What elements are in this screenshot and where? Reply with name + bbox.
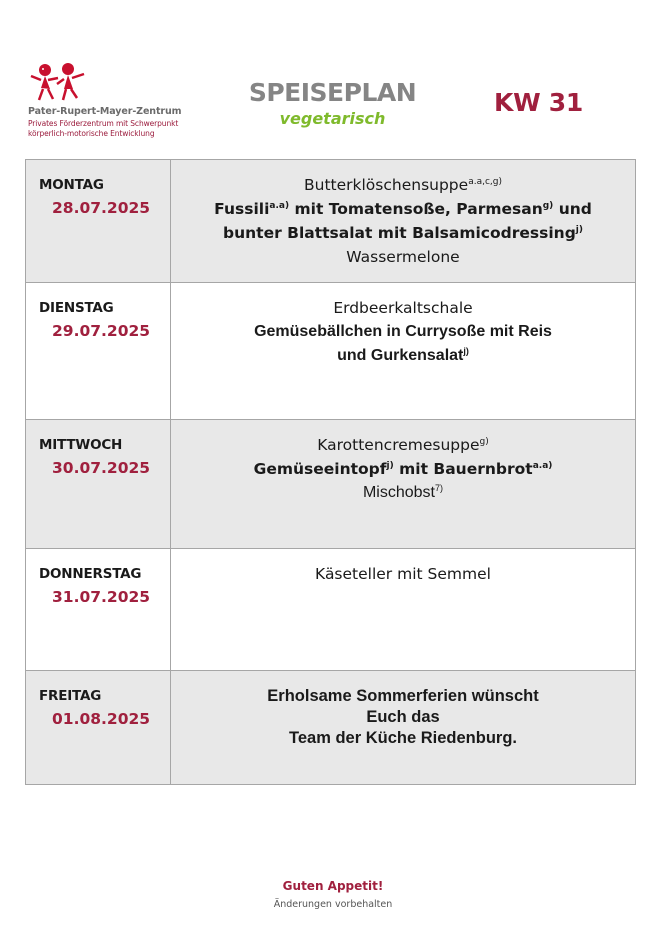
soup-line: Erdbeerkaltschale: [333, 299, 473, 317]
logo-subtitle-line2: körperlich-motorische Entwicklung: [28, 129, 155, 138]
menu-cell: [171, 549, 635, 670]
day-row-tuesday: [26, 283, 635, 420]
allergen-note: j): [463, 346, 469, 356]
menu-cell: [171, 671, 635, 784]
day-cell: [26, 549, 171, 670]
main-text: mit Bauernbrot: [393, 460, 533, 478]
allergen-note: a.a,c,g): [468, 177, 502, 187]
greeting-line: Team der Küche Riedenburg.: [289, 729, 517, 747]
main-text: Gemüseeintopf: [253, 460, 387, 478]
soup-text: Butterklöschensuppe: [304, 176, 469, 194]
day-date: 01.08.2025: [52, 710, 151, 728]
day-name: DIENSTAG: [39, 300, 114, 316]
day-row-friday: [26, 671, 635, 784]
main-text: bunter Blattsalat mit Balsamicodressing: [223, 224, 576, 242]
day-cell: [26, 671, 171, 784]
dessert-line: [171, 481, 635, 505]
greeting-line: Erholsame Sommerferien wünscht: [267, 687, 539, 705]
day-date: 29.07.2025: [52, 322, 151, 340]
footer-note: Änderungen vorbehalten: [273, 899, 393, 910]
day-date: 31.07.2025: [52, 588, 151, 606]
menu-cell: [171, 160, 635, 282]
main-text: mit Tomatensoße, Parmesan: [289, 200, 543, 218]
main-text: und: [553, 200, 592, 218]
school-logo: [28, 62, 198, 139]
allergen-note: 7): [435, 483, 444, 493]
day-name: MONTAG: [39, 177, 104, 193]
day-date: 28.07.2025: [52, 199, 151, 217]
logo-subtitle-line1: Privates Förderzentrum mit Schwerpunkt: [28, 119, 179, 128]
allergen-note: g): [542, 201, 554, 211]
logo-name: Pater-Rupert-Mayer-Zentrum: [28, 106, 182, 117]
greeting-line: Euch das: [366, 708, 440, 726]
day-cell: [26, 283, 171, 419]
dessert-line: Wassermelone: [346, 248, 460, 266]
title-block: [240, 78, 425, 128]
day-name: MITTWOCH: [39, 437, 123, 453]
allergen-note: g): [479, 437, 489, 447]
soup-line: [171, 433, 635, 457]
soup-line: [171, 173, 635, 197]
page-subtitle: vegetarisch: [279, 109, 386, 128]
day-row-thursday: [26, 549, 635, 671]
allergen-note: j): [386, 461, 394, 471]
main-text: Fussili: [214, 200, 270, 218]
main-dish-line: [171, 197, 635, 221]
main-dish-line: Gemüsebällchen in Currysoße mit Reis: [254, 323, 552, 340]
menu-table: [25, 159, 636, 785]
day-cell: [26, 420, 171, 548]
menu-cell: [171, 420, 635, 548]
main-dish-line: [171, 457, 635, 481]
main-text: und Gurkensalat: [337, 347, 464, 364]
allergen-note: j): [575, 225, 583, 235]
allergen-note: a.a): [269, 201, 290, 211]
day-date: 30.07.2025: [52, 459, 151, 477]
main-dish-line: Käseteller mit Semmel: [315, 565, 491, 583]
day-name: DONNERSTAG: [39, 566, 142, 582]
menu-cell: [171, 283, 635, 419]
soup-text: Karottencremesuppe: [317, 436, 480, 454]
day-row-monday: [26, 160, 635, 283]
day-row-wednesday: [26, 420, 635, 549]
day-cell: [26, 160, 171, 282]
dessert-text: Mischobst: [362, 484, 435, 501]
week-number: KW 31: [494, 88, 583, 117]
page-title: SPEISEPLAN: [248, 78, 417, 107]
footer-greeting: Guten Appetit!: [282, 879, 384, 893]
children-logo-icon: [28, 62, 90, 104]
day-name: FREITAG: [39, 688, 102, 704]
allergen-note: a.a): [532, 461, 553, 471]
main-dish-line: [171, 344, 635, 368]
main-dish-line: [171, 221, 635, 245]
